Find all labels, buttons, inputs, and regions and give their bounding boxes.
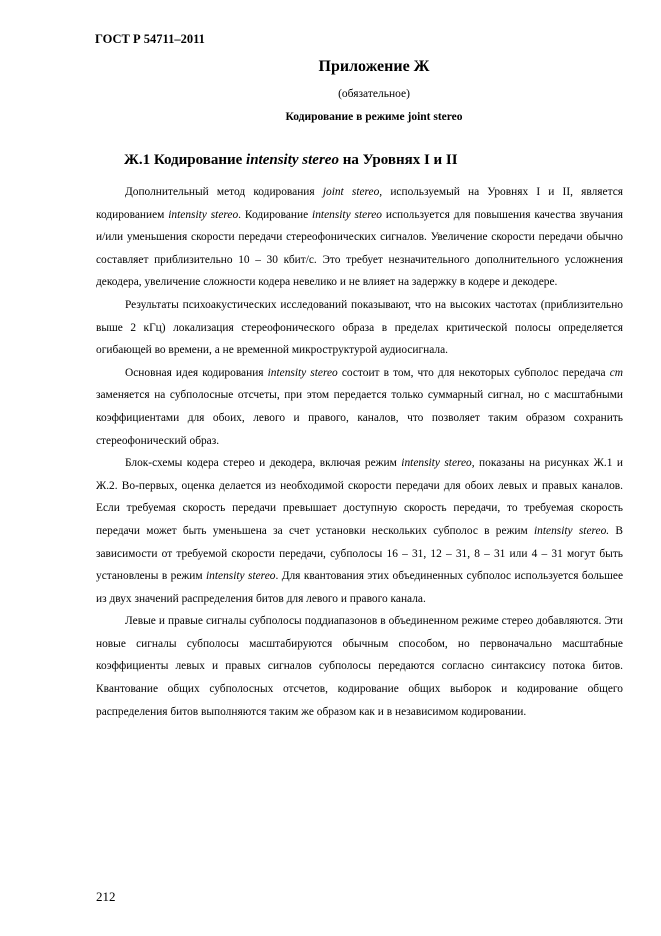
paragraph-3 bbox=[96, 362, 623, 452]
paragraph-1 bbox=[96, 181, 623, 294]
italic-term: intensity stereo bbox=[168, 208, 239, 221]
paragraph-2 bbox=[96, 294, 623, 362]
italic-term: intensity stereo. bbox=[534, 524, 610, 537]
text-run: В зависимости от требуемой скорости передачи, субполосы 16 – 31, 12 – 31, 8 – 31 или 4 – 31 могут быть установлены в режим bbox=[96, 524, 624, 583]
text-run: заменяется на субполосные отсчеты, при этом передается только суммарный сигнал, но с масштабными коэффициентами для обоих, левого и правого, каналов, что позволяет таким образом сохранить стереофонический образ. bbox=[96, 389, 623, 447]
body-text bbox=[96, 181, 623, 723]
text-run: . Кодирование bbox=[238, 208, 313, 221]
text-run: Левые и правые сигналы субполосы поддиапазонов в объединенном режиме стерео добавляются. Эти новые сигналы субполосы масштабируются обычным способом, но первоначально масштабные коэффициенты левых и правых сигналов субполосы передаются согласно синтаксису потока битов. Квантование общих субполосных отсчетов, кодирование общих выборок и кодирование общего распределения битов выполняются таким же образом как и в независимом кодировании. bbox=[96, 615, 623, 718]
section-title-part: Ж.1 Кодирование bbox=[124, 152, 247, 168]
italic-term: intensity stereo bbox=[312, 208, 382, 221]
text-run: Дополнительный метод кодирования bbox=[125, 186, 323, 198]
italic-term: joint stereo, bbox=[322, 186, 383, 198]
italic-term: ст bbox=[609, 366, 623, 379]
appendix-status: (обязательное) bbox=[338, 88, 410, 100]
italic-term: intensity stereo bbox=[267, 366, 338, 379]
section-title-part: на Уровнях I и II bbox=[338, 152, 458, 168]
section-title bbox=[124, 152, 458, 169]
paragraph-4 bbox=[96, 452, 623, 610]
text-run: показаны на рисунках Ж.1 и Ж.2. Во-первых, оценка делается из необходимой скорости передачи для обоих левых и правых каналов. Если требуемая скорость передачи превышает доступную скорость передачи, то требуемая скорость передачи может быть уменьшена за счет установки нескольких субполос в режим bbox=[96, 457, 623, 537]
standard-code-header: ГОСТ Р 54711–2011 bbox=[95, 32, 205, 46]
appendix-title: Приложение Ж bbox=[318, 58, 430, 75]
text-run: Блок-схемы кодера стерео и декодера, включая режим bbox=[125, 457, 402, 470]
paragraph-5 bbox=[96, 610, 623, 723]
page-number: 212 bbox=[96, 889, 116, 904]
text-run: используемый на Уровнях I и II, является кодированием bbox=[96, 186, 624, 221]
italic-term: intensity stereo bbox=[206, 570, 276, 583]
text-run: состоит в том, что для некоторых субполос передача bbox=[337, 366, 610, 379]
text-run: . Для квантования этих объединенных субполос используется большее из двух значений распределения битов для левого и правого канала. bbox=[96, 570, 623, 605]
text-run: Основная идея кодирования bbox=[125, 366, 268, 379]
text-run: используется для повышения качества звучания и/или уменьшения скорости передачи стереофонических сигналов. Увеличение скорости передачи обычно составляет приблизительно 10 – 30 кбит/с. Это требует незначительного дополнительного усложнения декодера, увеличение сложности кодера невелико и не влияет на задержку в кодере и декодере. bbox=[96, 208, 623, 289]
text-run: Результаты психоакустических исследований показывают, что на высоких частотах (приблизительно выше 2 кГц) локализация стереофонического образа в пределах критической полосы определяется огибающей во времени, а не временной микроструктурой аудиосигнала. bbox=[96, 298, 623, 357]
italic-term: intensity stereo, bbox=[401, 457, 475, 470]
appendix-heading: Кодирование в режиме joint stereo bbox=[285, 111, 463, 123]
section-title-term: intensity stereo bbox=[246, 152, 339, 168]
